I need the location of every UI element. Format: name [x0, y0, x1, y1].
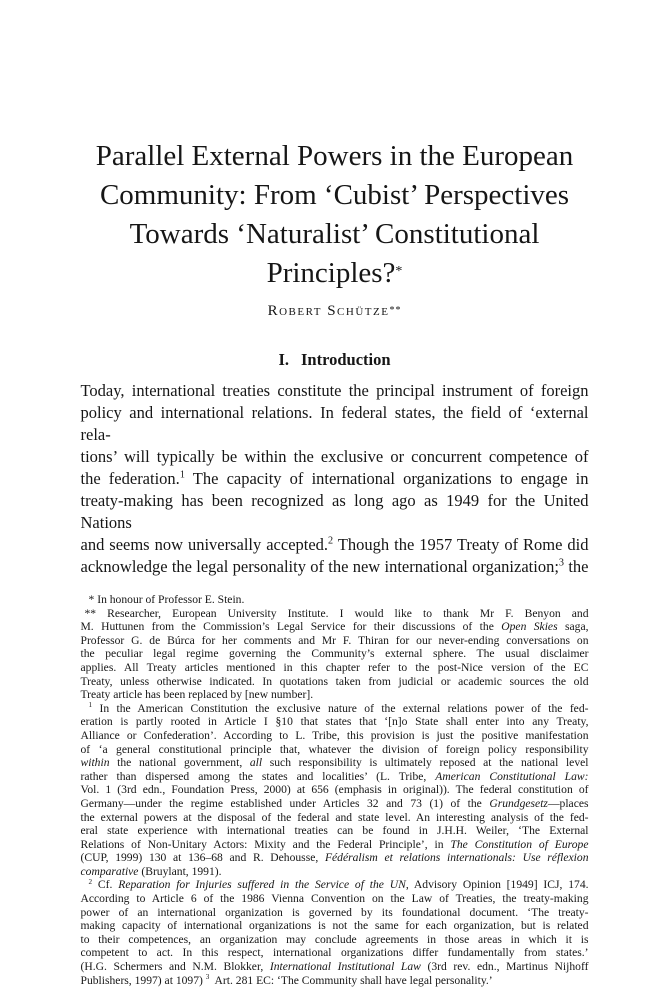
footnote-text: M. Huttunen from the Commission’s Legal Service for their discussions of the — [80, 620, 502, 634]
footnote-line: power of an international organization is governed by its foundational document. ‘The treaty- — [80, 905, 589, 919]
footnote-text: Publishers, 1997) at 1097) — [80, 973, 203, 987]
footnote-text: Researcher, European University Institute. I would like to thank Mr F. Benyon and — [107, 606, 589, 620]
footnote-line: eral state experience with international treaties can be found in J.H.H. Weiler, ‘The External — [80, 824, 589, 838]
footnote-italic: The Constitution of Europe — [450, 837, 589, 851]
footnote-italic: Reparation for Injuries suffered in the Service of the UN — [118, 878, 406, 892]
chapter-title — [51, 137, 619, 293]
footnote-italic: American Constitutional Law: — [435, 769, 589, 783]
author-footnote-marker[interactable]: ** — [389, 305, 402, 316]
body-text-run: and seems now universally accepted. — [80, 535, 329, 554]
footnote-marker: 1 — [88, 700, 93, 709]
author-byline — [81, 301, 589, 321]
footnote-line: of ‘a general constitutional principle that, whatever the division of foreign policy responsibility — [80, 742, 589, 756]
footnote-line — [81, 974, 589, 988]
footnote-1 — [81, 702, 589, 716]
footnote-italic: Open Skies — [501, 620, 558, 634]
body-text-run: the federation. — [80, 469, 180, 488]
footnote-2 — [81, 878, 589, 892]
footnote-text: Relations of Non-Unitary Actors: Mixity and the Federal Principle’, in — [80, 837, 451, 851]
footnote-line: the external powers at the disposal of the federal and state level. An interesting analysis of the fed- — [80, 810, 589, 824]
title-line: Towards ‘Naturalist’ Constitutional — [129, 218, 540, 250]
footnote-italic: within — [80, 756, 110, 770]
footnote-line — [81, 838, 589, 852]
footnote-star — [81, 593, 589, 607]
footnote-text: (CUP, 1999) 130 at 136–68 and R. Dehousse, — [80, 851, 325, 865]
footnote-line — [81, 865, 589, 879]
footnote-line: eration is partly rooted in Article I §10 that states that ‘[n]o State shall enter into any Treaty, — [80, 715, 589, 729]
footnote-line: Treaty article has been replaced by [new number]. — [80, 688, 314, 702]
body-text — [81, 380, 589, 578]
footnote-text: Cf. — [97, 878, 119, 892]
footnote-text: In honour of Professor E. Stein. — [97, 593, 245, 606]
footnote-line — [81, 797, 589, 811]
title-line: Parallel External Powers in the European — [95, 140, 574, 172]
footnote-ref[interactable]: 2 — [328, 535, 334, 547]
footnote-text: saga, — [557, 620, 589, 634]
footnote-line: Alliance or Confederation’. According to L. Tribe, this provision is just the positive manifestation — [80, 728, 589, 742]
body-text-run: the — [568, 557, 589, 576]
footnote-text: Germany—under the regime established under Articles 32 and 73 (1) of the — [80, 796, 490, 810]
footnote-line — [81, 851, 589, 865]
footnote-text: such responsibility is ultimately reposed at the national level — [262, 756, 589, 770]
footnote-text: In the American Constitution the exclusive nature of the external relations power of the fed- — [99, 701, 589, 715]
body-text-run: Though the 1957 Treaty of Rome did — [337, 535, 589, 554]
footnote-line: Vol. 1 (3rd edn., Foundation Press, 2000) at 656 (emphasis in original)). The federal constitution of — [80, 783, 589, 797]
page — [81, 0, 589, 987]
footnote-marker: ** — [84, 606, 97, 620]
section-heading — [81, 349, 589, 371]
footnote-line: competent to act. In this respect, international organizations differ fundamentally from states.’ — [80, 946, 589, 960]
footnote-marker: * — [88, 593, 95, 606]
footnote-line: Treaty, unless otherwise indicated. In quotations taken from judicial or academic sources the old — [80, 674, 589, 688]
body-line — [81, 556, 589, 578]
footnote-line: making capacity of international organizations is not the same for each organization, but is related — [80, 919, 589, 933]
footnote-line — [81, 960, 589, 974]
title-line-text: Principles? — [266, 257, 396, 289]
body-line — [81, 534, 589, 556]
footnote-line: the peculiar legal regime governing the Community’s external sphere. The usual disclaimer — [80, 647, 589, 661]
body-line: policy and international relations. In federal states, the field of ‘external rela- — [80, 403, 589, 444]
author-name: Robert Schütze — [267, 303, 390, 319]
footnote-text: (H.G. Schermers and N.M. Blokker, — [80, 960, 270, 974]
footnote-line — [81, 756, 589, 770]
footnote-text: Art. 281 EC: ‘The Community shall have legal personality.’ — [214, 973, 493, 987]
footnote-italic: comparative — [80, 864, 139, 878]
footnote-line — [81, 620, 589, 634]
footnote-marker: 3 — [205, 972, 210, 981]
footnote-ref[interactable]: 1 — [179, 469, 185, 481]
title-footnote-marker[interactable]: * — [395, 264, 403, 279]
footnote-line: applies. All Treaty articles mentioned in this chapter refer to the post-Nice version of the EC — [80, 660, 589, 674]
footnote-line — [81, 770, 589, 784]
footnotes — [81, 593, 589, 987]
footnote-3 — [206, 974, 493, 987]
footnote-double-star — [81, 607, 589, 621]
footnote-text: (Bruylant, 1991). — [138, 864, 222, 878]
footnote-line: According to Article 6 of the 1986 Vienna Convention on the Law of Treaties, the treaty-making — [80, 892, 589, 906]
title-line: Community: From ‘Cubist’ Perspectives — [99, 179, 570, 211]
body-line: treaty-making has been recognized as long ago as 1949 for the United Nations — [80, 491, 589, 532]
section-number: I. — [278, 350, 289, 369]
footnote-marker: 2 — [88, 877, 93, 886]
footnote-italic: International Institutional Law — [269, 960, 421, 974]
footnote-italic: Grundgesetz — [489, 796, 548, 810]
body-line: tions’ will typically be within the exclusive or concurrent competence of — [80, 447, 589, 466]
body-text-run: acknowledge the legal personality of the new international organization; — [80, 557, 559, 576]
body-line — [81, 468, 589, 490]
body-line: Today, international treaties constitute the principal instrument of foreign — [80, 381, 589, 400]
footnote-text: (3rd rev. edn., Martinus Nijhoff — [420, 960, 589, 974]
title-line — [51, 254, 619, 293]
body-text-run: The capacity of international organizations to engage in — [192, 469, 589, 488]
footnote-line: to their competences, an organization may conclude agreements in those areas in which it is — [80, 932, 589, 946]
footnote-italic: all — [249, 756, 263, 770]
footnote-italic: Fédéralism et relations internationals: Use réflexion — [324, 851, 589, 865]
footnote-ref[interactable]: 3 — [558, 557, 565, 569]
footnote-text: the national government, — [109, 756, 250, 770]
footnote-text: rather than dispersed among the states and localities’ (L. Tribe, — [80, 769, 436, 783]
footnote-text: —places — [547, 796, 589, 810]
footnote-text: , Advisory Opinion [1949] ICJ, 174. — [405, 878, 589, 892]
section-title: Introduction — [300, 350, 391, 369]
footnote-line: Professor G. de Búrca for her comments and Mr F. Thiran for our never-ending conversations on — [80, 633, 589, 647]
